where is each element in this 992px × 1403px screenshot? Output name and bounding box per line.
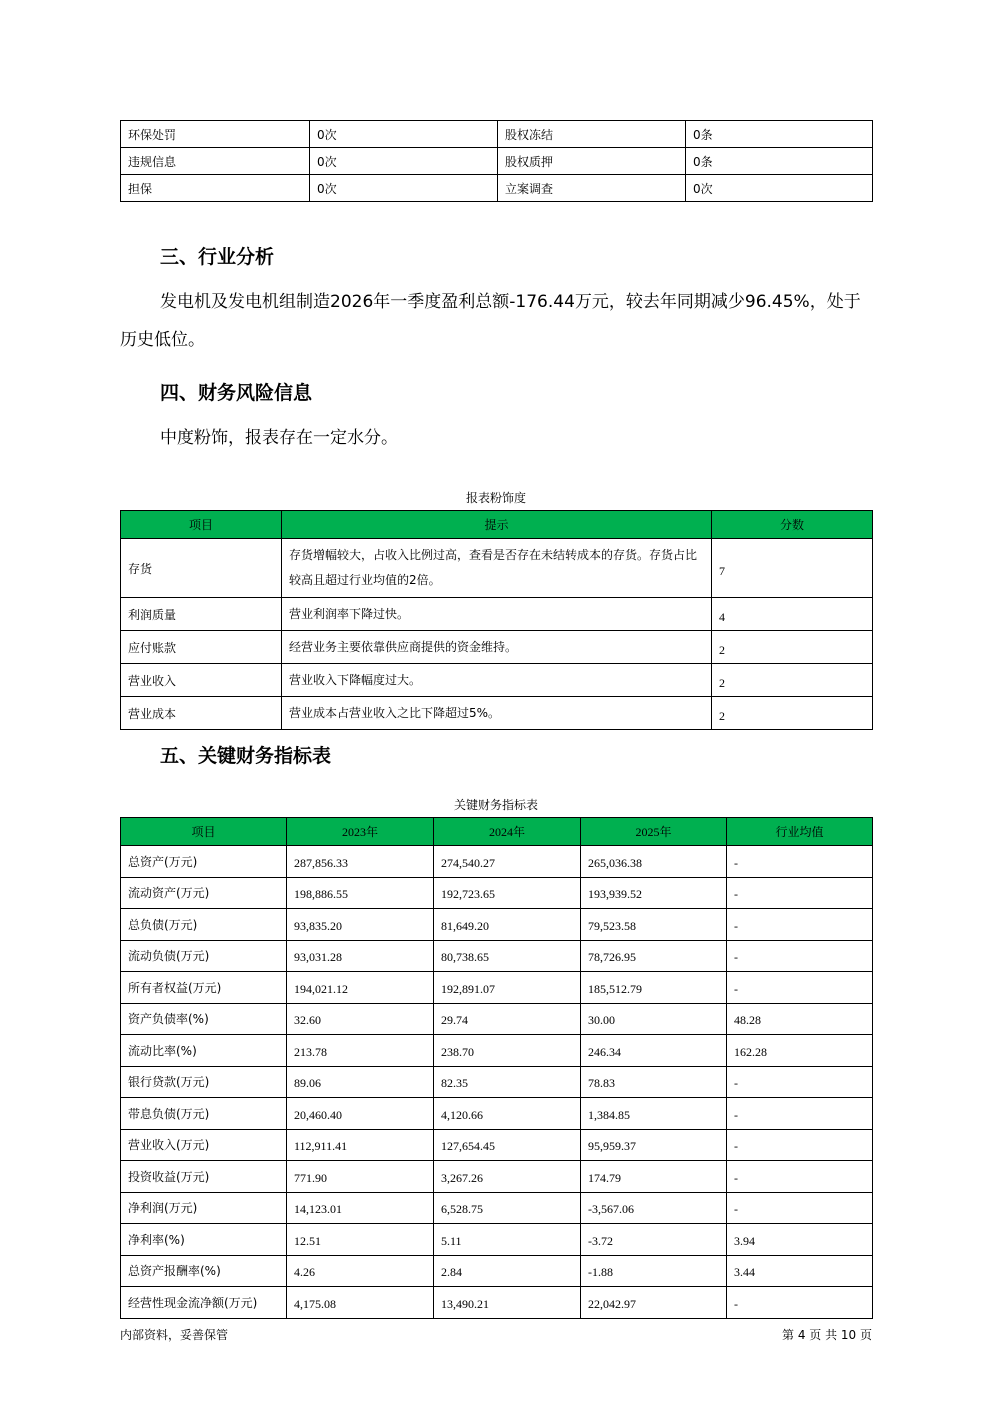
table-cell: 32.60 xyxy=(287,1003,434,1035)
table-row xyxy=(121,539,873,598)
table-cell: 213.78 xyxy=(287,1035,434,1067)
table-cell: 4.26 xyxy=(287,1255,434,1287)
table-row xyxy=(121,1003,873,1035)
industry-analysis-text xyxy=(120,283,872,359)
table-row xyxy=(121,1161,873,1193)
table-cell: 1,384.85 xyxy=(581,1098,727,1130)
table-cell: 3.44 xyxy=(727,1255,873,1287)
table-cell: 担保 xyxy=(121,175,310,202)
section-heading-risk: 四、财务风险信息 xyxy=(160,382,313,404)
table-cell: 238.70 xyxy=(434,1035,581,1067)
table-cell: - xyxy=(727,1129,873,1161)
table-cell: -1.88 xyxy=(581,1255,727,1287)
table-cell: 48.28 xyxy=(727,1003,873,1035)
table-cell: 营业利润率下降过快。 xyxy=(282,598,712,631)
table-row xyxy=(121,1224,873,1256)
column-header: 2025年 xyxy=(581,818,727,846)
column-header: 2024年 xyxy=(434,818,581,846)
table-header-row xyxy=(121,818,873,846)
table-row xyxy=(121,697,873,730)
table-cell: 5.11 xyxy=(434,1224,581,1256)
hint-text: 存货增幅较大，占收入比例过高，查看是否存在未结转成本的存货。存货占比较高且超过行业均值的2倍。 xyxy=(289,548,698,587)
table-row xyxy=(121,909,873,941)
table-cell: 3.94 xyxy=(727,1224,873,1256)
column-header: 项目 xyxy=(121,511,282,539)
paragraph-text: 发电机及发电机组制造2026年一季度盈利总额-176.44万元，较去年同期减少96.45%，处于历史低位。 xyxy=(120,292,861,350)
table-cell: 营业收入 xyxy=(121,664,282,697)
table-cell: 违规信息 xyxy=(121,148,310,175)
table-cell: 利润质量 xyxy=(121,598,282,631)
table-row xyxy=(121,1287,873,1319)
table-cell: 0条 xyxy=(686,148,873,175)
table-cell: 带息负债(万元) xyxy=(121,1098,287,1130)
fin-table-caption: 关键财务指标表 xyxy=(453,798,538,812)
table-cell: 净利率(%) xyxy=(121,1224,287,1256)
table-row xyxy=(121,940,873,972)
risk-table-caption: 报表粉饰度 xyxy=(465,491,526,505)
table-cell: - xyxy=(727,1287,873,1319)
table-cell: 立案调查 xyxy=(498,175,686,202)
table-cell: 78,726.95 xyxy=(581,940,727,972)
table-cell: 93,031.28 xyxy=(287,940,434,972)
table-cell: 应付账款 xyxy=(121,631,282,664)
financial-table-body xyxy=(121,846,873,1319)
table-cell: 营业收入下降幅度过大。 xyxy=(282,664,712,697)
table-cell: 198,886.55 xyxy=(287,877,434,909)
table-cell: 93,835.20 xyxy=(287,909,434,941)
table-cell: 0次 xyxy=(686,175,873,202)
table-cell: 112,911.41 xyxy=(287,1129,434,1161)
footer-page-number: 第 4 页 共 10 页 xyxy=(782,1328,872,1342)
table-cell: - xyxy=(727,1066,873,1098)
table-cell xyxy=(282,539,712,598)
table-cell: 6,528.75 xyxy=(434,1192,581,1224)
table-cell: 营业收入(万元) xyxy=(121,1129,287,1161)
table-cell: 95,959.37 xyxy=(581,1129,727,1161)
summary-table xyxy=(120,120,873,202)
table-header-row xyxy=(121,511,873,539)
table-cell: 0条 xyxy=(686,121,873,148)
table-cell: 流动比率(%) xyxy=(121,1035,287,1067)
table-cell: 投资收益(万元) xyxy=(121,1161,287,1193)
table-cell: 22,042.97 xyxy=(581,1287,727,1319)
table-cell: 194,021.12 xyxy=(287,972,434,1004)
table-cell: 0次 xyxy=(310,175,498,202)
table-cell: 总资产(万元) xyxy=(121,846,287,878)
table-cell: - xyxy=(727,1161,873,1193)
table-cell: 13,490.21 xyxy=(434,1287,581,1319)
table-cell: 80,738.65 xyxy=(434,940,581,972)
table-cell: 营业成本占营业收入之比下降超过5%。 xyxy=(282,697,712,730)
table-row xyxy=(121,1255,873,1287)
table-cell: 162.28 xyxy=(727,1035,873,1067)
table-row xyxy=(121,175,873,202)
table-cell: - xyxy=(727,1192,873,1224)
table-cell: 资产负债率(%) xyxy=(121,1003,287,1035)
table-cell: 7 xyxy=(712,539,873,598)
table-row xyxy=(121,1098,873,1130)
table-cell: 12.51 xyxy=(287,1224,434,1256)
table-cell: 0次 xyxy=(310,148,498,175)
table-cell: -3.72 xyxy=(581,1224,727,1256)
table-row xyxy=(121,846,873,878)
financial-indicators-table xyxy=(120,817,873,1319)
table-cell: 股权冻结 xyxy=(498,121,686,148)
table-cell: 127,654.45 xyxy=(434,1129,581,1161)
risk-summary-text xyxy=(120,419,872,457)
table-row xyxy=(121,148,873,175)
table-cell: 174.79 xyxy=(581,1161,727,1193)
column-header: 2023年 xyxy=(287,818,434,846)
table-cell: 2 xyxy=(712,697,873,730)
paragraph-text: 中度粉饰，报表存在一定水分。 xyxy=(160,428,398,448)
table-cell: 股权质押 xyxy=(498,148,686,175)
table-cell: 2 xyxy=(712,631,873,664)
table-cell: 2.84 xyxy=(434,1255,581,1287)
table-cell: 14,123.01 xyxy=(287,1192,434,1224)
table-cell: 29.74 xyxy=(434,1003,581,1035)
table-cell: 192,891.07 xyxy=(434,972,581,1004)
table-cell: 82.35 xyxy=(434,1066,581,1098)
section-heading-industry: 三、行业分析 xyxy=(160,246,275,268)
table-cell: 192,723.65 xyxy=(434,877,581,909)
table-cell: - xyxy=(727,846,873,878)
table-cell: 流动负债(万元) xyxy=(121,940,287,972)
table-row xyxy=(121,1192,873,1224)
table-row xyxy=(121,121,873,148)
table-cell: - xyxy=(727,909,873,941)
table-row xyxy=(121,1066,873,1098)
table-cell: 总资产报酬率(%) xyxy=(121,1255,287,1287)
table-cell: 经营业务主要依靠供应商提供的资金维持。 xyxy=(282,631,712,664)
table-cell: 流动资产(万元) xyxy=(121,877,287,909)
table-cell: 193,939.52 xyxy=(581,877,727,909)
table-row xyxy=(121,631,873,664)
table-cell: 所有者权益(万元) xyxy=(121,972,287,1004)
table-cell: 246.34 xyxy=(581,1035,727,1067)
table-cell: 4,175.08 xyxy=(287,1287,434,1319)
table-row xyxy=(121,664,873,697)
table-row xyxy=(121,972,873,1004)
table-cell: -3,567.06 xyxy=(581,1192,727,1224)
table-cell: 经营性现金流净额(万元) xyxy=(121,1287,287,1319)
table-row xyxy=(121,1129,873,1161)
column-header: 提示 xyxy=(282,511,712,539)
table-cell: 0次 xyxy=(310,121,498,148)
table-cell: 营业成本 xyxy=(121,697,282,730)
table-cell: 4,120.66 xyxy=(434,1098,581,1130)
footer-confidential: 内部资料，妥善保管 xyxy=(120,1328,229,1342)
table-cell: 771.90 xyxy=(287,1161,434,1193)
section-heading-indicators: 五、关键财务指标表 xyxy=(160,745,332,767)
table-cell: - xyxy=(727,940,873,972)
table-cell: 274,540.27 xyxy=(434,846,581,878)
table-cell: 89.06 xyxy=(287,1066,434,1098)
table-cell: 287,856.33 xyxy=(287,846,434,878)
table-row xyxy=(121,598,873,631)
table-cell: - xyxy=(727,1098,873,1130)
column-header: 分数 xyxy=(712,511,873,539)
table-cell: 环保处罚 xyxy=(121,121,310,148)
table-cell: 79,523.58 xyxy=(581,909,727,941)
table-cell: - xyxy=(727,877,873,909)
table-cell: 20,460.40 xyxy=(287,1098,434,1130)
table-cell: 185,512.79 xyxy=(581,972,727,1004)
table-row xyxy=(121,877,873,909)
table-cell: 3,267.26 xyxy=(434,1161,581,1193)
table-cell: - xyxy=(727,972,873,1004)
table-cell: 2 xyxy=(712,664,873,697)
table-cell: 净利润(万元) xyxy=(121,1192,287,1224)
table-cell: 81,649.20 xyxy=(434,909,581,941)
table-cell: 30.00 xyxy=(581,1003,727,1035)
table-row xyxy=(121,1035,873,1067)
table-cell: 银行贷款(万元) xyxy=(121,1066,287,1098)
table-cell: 总负债(万元) xyxy=(121,909,287,941)
table-cell: 存货 xyxy=(121,539,282,598)
table-cell: 78.83 xyxy=(581,1066,727,1098)
column-header: 行业均值 xyxy=(727,818,873,846)
column-header: 项目 xyxy=(121,818,287,846)
table-cell: 4 xyxy=(712,598,873,631)
table-cell: 265,036.38 xyxy=(581,846,727,878)
risk-table xyxy=(120,510,873,730)
